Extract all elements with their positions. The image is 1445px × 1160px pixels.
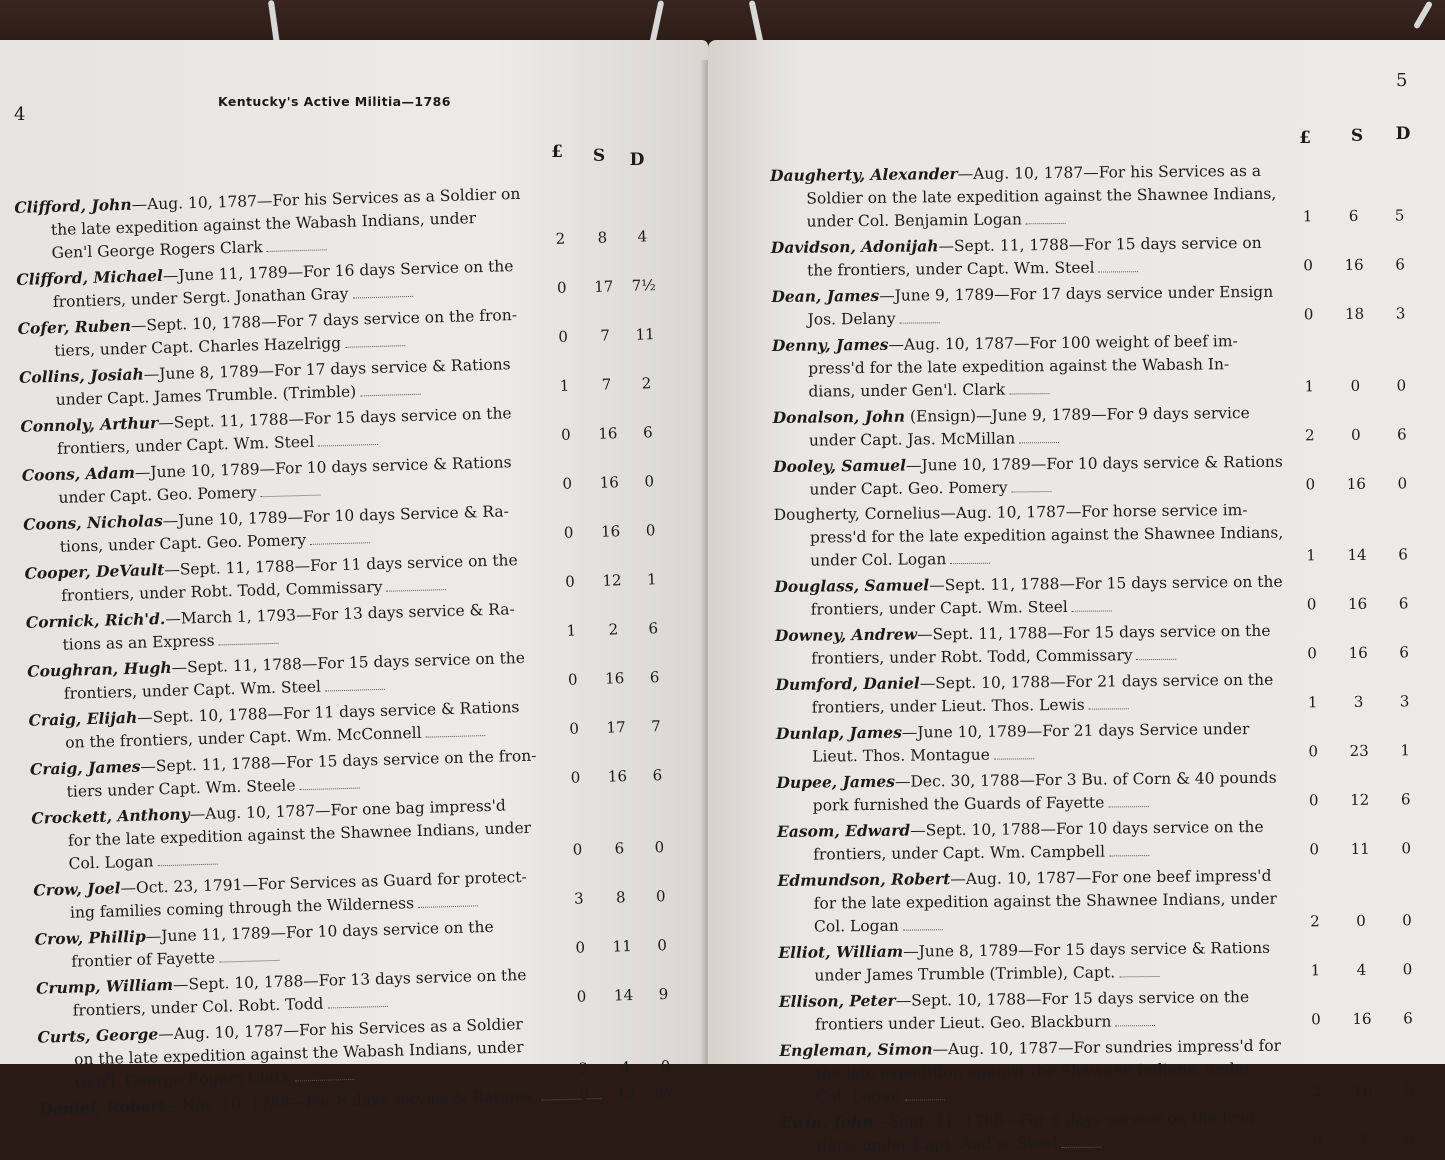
amount-pence: 6 — [1399, 643, 1410, 662]
amount-pence: 3 — [1395, 304, 1406, 323]
amount-shillings: 7 — [1358, 1130, 1369, 1149]
amount-pence: 0 — [657, 936, 668, 955]
dotted-leader — [1026, 223, 1066, 224]
amount-pounds: 0 — [579, 1085, 590, 1104]
entry-text: frontier of Fayette — [71, 948, 216, 971]
left-page — [0, 40, 708, 1119]
amount-pence: 1 — [646, 570, 657, 589]
entry-text: Gen'l. George Rogers Clark — [74, 1067, 292, 1092]
amount-shillings: 23 — [1349, 741, 1369, 760]
amount-shillings: 16 — [1348, 643, 1368, 662]
ledger-entry — [778, 985, 1413, 1037]
amount-pence: 6 — [1395, 255, 1405, 274]
dotted-leader — [158, 864, 218, 867]
dotted-leader — [310, 542, 370, 545]
ledger-entry — [31, 792, 665, 877]
dotted-leader — [903, 929, 943, 930]
amount-pounds: 1 — [566, 621, 577, 640]
entry-text: —Sept. 11, 1788—For 15 days service on — [938, 233, 1262, 256]
amount-shillings: 16 — [599, 473, 620, 492]
amount-pence: 6 — [1398, 594, 1409, 613]
entry-name: Ewin, John — [779, 1111, 874, 1132]
entry-text: under Col. Logan — [810, 550, 947, 570]
amount-pence: 0 — [644, 472, 655, 491]
entry-text: tiers, under Capt. And'w. Steel — [816, 1134, 1058, 1155]
entry-name: Crockett, Anthony — [31, 804, 190, 828]
amount-pence: 1 — [1400, 741, 1411, 760]
amount-shillings: 16 — [607, 767, 628, 786]
entry-text: —Aug. 10, 1787—For his Services as a Soldier on — [131, 184, 521, 214]
dotted-leader — [418, 905, 478, 908]
entry-name: Collins, Josiah — [18, 364, 145, 387]
dotted-leader — [360, 394, 420, 397]
amount-shillings: 6 — [1348, 206, 1359, 225]
entry-text: frontiers, under Robt. Todd, Commissary — [60, 577, 383, 605]
amount-pounds: 0 — [563, 523, 574, 542]
entry-list — [14, 181, 679, 1124]
entry-name: Clifford, Michael — [16, 265, 164, 289]
entry-text: tiers, under Capt. Charles Hazelrigg — [54, 333, 342, 360]
amount-pence: 6 — [1403, 1009, 1413, 1028]
entry-text: —June 8, 1789—For 17 days service & Rations — [143, 355, 511, 384]
dotted-leader — [261, 495, 321, 498]
amount-shillings: 8 — [615, 888, 626, 907]
entry-name: Crump, William — [35, 974, 174, 998]
dotted-leader — [1019, 442, 1059, 443]
amount-pounds: 0 — [1308, 791, 1319, 810]
amount-shillings: 16 — [1346, 474, 1367, 493]
amount-pence: 5 — [1394, 206, 1405, 225]
entry-text: —June 10, 1789—For 10 days service & Rations — [134, 453, 512, 482]
ledger-entry — [776, 766, 1411, 818]
entry-name: Cornick, Rich'd. — [25, 608, 166, 632]
entry-name: Coons, Nicholas — [22, 510, 163, 534]
entry-text: under Capt. James Trumble. (Trimble) — [55, 382, 357, 409]
entry-text: under James Trumble (Trimble), Capt. — [814, 963, 1116, 985]
entry-text: tions as an Express — [62, 631, 215, 654]
ledger-entry — [771, 280, 1406, 332]
amount-shillings: 17 — [593, 277, 614, 296]
entry-text: —June 10, 1789—For 21 days Service under — [901, 720, 1250, 742]
amount-pounds: 0 — [1311, 1010, 1321, 1029]
amount-pence: 9 — [658, 985, 669, 1004]
dotted-leader — [1137, 659, 1177, 660]
entry-text: —Aug. 10, 1787—For one beef impress'd — [950, 866, 1272, 889]
amount-pence: 0 — [1403, 1081, 1414, 1100]
amount-pounds: 1 — [1307, 693, 1318, 712]
amount-shillings: 12 — [1350, 790, 1370, 809]
dotted-leader — [345, 345, 405, 348]
entry-text: —June 8, 1789—For 15 days service & Rations — [903, 938, 1271, 961]
entry-text: —Sept. 11, 1788—For 15 days service on the — [157, 404, 512, 433]
amount-pounds: 1 — [1302, 207, 1313, 226]
entry-name: Edmundson, Robert — [777, 869, 951, 890]
amount-pounds: 0 — [575, 938, 586, 957]
entry-text: ing families coming through the Wilderness — [69, 894, 415, 922]
entry-text: Soldier on the late expedition against the Shawnee Indians, — [806, 184, 1277, 208]
amount-pence: 3 — [1399, 692, 1410, 711]
entry-text: Lieut. Thos. Montague — [812, 745, 990, 766]
dotted-leader — [426, 735, 486, 738]
dotted-leader — [1009, 393, 1049, 394]
amount-shillings: 3 — [1353, 692, 1364, 711]
entry-text: frontiers, under Capt. Wm. Steel — [63, 677, 322, 703]
entry-text: —Sept. 11, 1788—For 11 days service on the — [164, 551, 518, 579]
amount-pence: 6 — [642, 423, 653, 442]
amount-pounds: 0 — [1309, 840, 1320, 859]
amount-shillings: 8 — [597, 228, 608, 247]
entry-text: frontiers, under Robt. Todd, Commissary — [811, 646, 1133, 668]
amount-pounds: 0 — [1305, 475, 1316, 494]
ledger-entry — [777, 864, 1412, 939]
entry-name: Downey, Andrew — [774, 624, 918, 645]
amount-shillings: 6 — [614, 839, 625, 858]
entry-name: Dougherty, Cornelius — [773, 504, 941, 524]
amount-pounds: 0 — [572, 840, 583, 859]
entry-text: Col. Logan — [68, 852, 154, 873]
entry-name: Dunlap, James — [775, 722, 902, 743]
entry-text: —March 1, 1793—For 13 days service & Ra- — [165, 600, 515, 628]
amount-shillings: 11 — [1350, 839, 1370, 858]
amount-shillings: 2 — [608, 620, 619, 639]
entry-text: —Sept. 10, 1788—For 13 days service on the — [172, 966, 527, 994]
amount-shillings: 7 — [600, 326, 611, 345]
amount-pence: 11 — [635, 325, 655, 344]
amount-pence: 0 — [1396, 376, 1407, 395]
amount-pence: 6 — [1404, 1130, 1415, 1149]
entry-name: Curts, George — [37, 1024, 159, 1047]
dotted-leader — [1115, 1025, 1155, 1026]
amount-pence: 6 — [649, 668, 660, 687]
dotted-leader — [325, 689, 385, 692]
amount-pounds: 2 — [1310, 912, 1320, 931]
entry-text: —Sept. 11, 1788—For 6 days service on the fron- — [873, 1108, 1260, 1131]
amount-pounds: 0 — [1307, 644, 1318, 663]
entry-text: —Aug. 10, 1787—For his Services as a Soldier — [157, 1015, 524, 1044]
amount-shillings: 17 — [606, 718, 626, 737]
dotted-leader — [1061, 1147, 1101, 1148]
entry-name: Cofer, Ruben — [17, 315, 132, 338]
dotted-leader — [353, 296, 413, 299]
entry-name: Coons, Adam — [21, 462, 136, 485]
entry-text: press'd for the late expedition against the Shawnee Indians, — [809, 523, 1284, 547]
entry-name: Daugherty, Alexander — [770, 164, 958, 185]
amount-pence: 0 — [1397, 474, 1408, 493]
amount-shillings: 10 — [1353, 1081, 1373, 1100]
entry-text: —Aug. 10, 1787—For sundries impress'd for — [932, 1036, 1282, 1059]
column-header-pence: D — [1395, 124, 1411, 144]
ledger-entry — [770, 159, 1405, 234]
ledger-entry — [775, 668, 1410, 720]
dotted-leader — [994, 758, 1034, 759]
ledger-entry — [778, 936, 1413, 988]
entry-text: Col. Logan — [813, 916, 899, 936]
entry-text: on the frontiers, under Capt. Wm. McConnell — [65, 723, 422, 752]
dotted-leader — [318, 444, 378, 447]
dotted-leader — [1108, 806, 1148, 807]
entry-name: Davidson, Adonijah — [770, 236, 939, 257]
column-header-pounds: £ — [551, 142, 563, 162]
entry-text: —June 11, 1789—For 10 days service on the — [145, 917, 494, 946]
entry-text: —Sept. 11, 1788—For 15 days service on the — [916, 621, 1271, 644]
amount-shillings: 16 — [1344, 255, 1364, 274]
dotted-leader — [1012, 491, 1052, 492]
amount-pence: 0 — [1401, 839, 1412, 858]
entry-text: on the late expedition against the Wabash Indians, under — [73, 1038, 524, 1069]
amount-pounds: 2 — [578, 1059, 589, 1078]
column-header-pence: D — [629, 150, 645, 170]
amount-shillings: 12 — [616, 1083, 637, 1103]
entry-text: frontiers, under Capt. Wm. Campbell — [813, 842, 1106, 864]
page-number: 5 — [1396, 70, 1408, 91]
amount-shillings: 0 — [1350, 425, 1361, 444]
amount-pounds: 0 — [569, 719, 580, 738]
entry-name: Dooley, Samuel — [773, 455, 907, 476]
entry-text: under Col. Benjamin Logan — [806, 210, 1023, 231]
entry-text: —June 10, 1789—For 10 days Service & Ra- — [162, 502, 510, 530]
amount-shillings: 16 — [1352, 1009, 1372, 1028]
dotted-leader — [900, 322, 940, 323]
amount-shillings: 7 — [601, 375, 612, 394]
amount-shillings: 16 — [604, 669, 625, 688]
amount-pence: 0 — [1402, 960, 1413, 979]
entry-list — [770, 159, 1415, 1160]
amount-pounds: 1 — [559, 376, 570, 395]
amount-pounds: 2 — [555, 229, 566, 248]
ledger-entry — [774, 619, 1410, 671]
amount-shillings: 16 — [1347, 594, 1368, 613]
ledger-entry — [772, 401, 1407, 453]
entry-text: tions, under Capt. Geo. Pomery — [59, 530, 307, 556]
amount-shillings: 18 — [1344, 304, 1365, 323]
dotted-leader — [1089, 708, 1129, 709]
dotted-leader — [1099, 271, 1139, 272]
entry-name: Clifford, John — [14, 194, 132, 217]
entry-text: frontiers, under Capt. Wm. Steel — [810, 597, 1068, 619]
ledger-entry — [771, 329, 1407, 404]
amount-pounds: 3 — [573, 889, 584, 908]
entry-name: Engleman, Simon — [779, 1039, 933, 1060]
amount-shillings: 4 — [1356, 960, 1367, 979]
amount-pence: 0 — [645, 521, 656, 540]
entry-text: —Sept. 10, 1788—For 11 days service & Rations — [136, 698, 520, 727]
amount-shillings: 12 — [602, 571, 622, 590]
amount-pounds: 1 — [1310, 961, 1321, 980]
entry-name: Easom, Edward — [776, 820, 911, 841]
entry-text: —Sept. 10, 1788—For 21 days service on the — [919, 670, 1274, 693]
amount-pounds: 0 — [562, 474, 573, 493]
column-header-shillings: S — [592, 146, 606, 166]
amount-pounds: 0 — [556, 278, 567, 297]
amount-pounds: 0 — [1312, 1131, 1323, 1150]
entry-text: —Sept. 10, 1788—For 10 days service on the — [910, 817, 1264, 840]
ledger-entry — [779, 1034, 1414, 1109]
dotted-leader — [950, 563, 990, 564]
entry-text: under Capt. Geo. Pomery — [809, 478, 1008, 499]
entry-name: Crow, Joel — [33, 878, 121, 900]
entry-text: —Aug. 10, 1787—For horse service im- — [940, 501, 1248, 523]
dotted-leader — [300, 788, 360, 791]
amount-pence: 7 — [651, 717, 662, 736]
entry-text: —Oct. 23, 1791—For Services as Guard for protect- — [120, 867, 527, 898]
amount-pence: 6 — [1398, 545, 1408, 564]
entry-text: —June 9, 1789—For 17 days service under Ensign — [879, 282, 1274, 305]
entry-text: —June 10, 1789—For 10 days service & Rations — [905, 452, 1283, 475]
dotted-leader — [1072, 610, 1112, 611]
amount-pence: 0 — [1402, 911, 1412, 930]
amount-pounds: 0 — [1303, 256, 1313, 275]
ledger-entry — [773, 450, 1408, 502]
amount-pounds: 0 — [564, 572, 575, 591]
entry-name: Crow, Phillip — [34, 926, 147, 949]
amount-pence: 0 — [654, 838, 665, 857]
amount-shillings: 16 — [600, 522, 621, 541]
page-number: 4 — [14, 104, 26, 125]
amount-shillings: 14 — [613, 986, 634, 1005]
entry-text: —Sept. 10, 1788—For 7 days service on the fron- — [130, 306, 518, 335]
entry-text: frontiers under Lieut. Geo. Blackburn — [814, 1012, 1112, 1034]
entry-name: Connoly, Arthur — [20, 413, 159, 436]
amount-shillings: 14 — [1347, 545, 1367, 564]
amount-pounds: 1 — [1306, 546, 1316, 565]
ledger-entry — [773, 499, 1408, 573]
right-page — [708, 40, 1445, 1155]
entry-name: Cooper, DeVault — [24, 559, 165, 583]
entry-text: for the late expedition against the Shawnee Indians, under — [813, 889, 1278, 913]
ledger-entry — [779, 1106, 1415, 1158]
entry-text: the frontiers, under Capt. Wm. Steel — [807, 258, 1095, 280]
entry-text: Gen'l George Rogers Clark — [51, 238, 264, 262]
entry-text: the late expedition against the Wabash Indians, under — [50, 209, 477, 239]
amount-pounds: 0 — [560, 425, 571, 444]
entry-text: the late expedition against the Shawnee Indians, under — [815, 1060, 1252, 1083]
entry-text: —Nov. 10, 1788—For 8 days service & Rations, — [165, 1086, 538, 1116]
amount-pence: 6 — [648, 619, 659, 638]
entry-text: frontiers, under Col. Robt. Todd — [72, 994, 324, 1020]
amount-pounds: 0 — [576, 987, 587, 1006]
entry-name: Donalson, John — [772, 406, 906, 427]
entry-name: Ellison, Peter — [778, 990, 896, 1011]
dotted-leader — [267, 249, 327, 252]
entry-text: for the late expedition against the Shawnee Indians, under — [67, 818, 532, 850]
entry-name: Douglass, Samuel — [774, 575, 930, 596]
dotted-leader — [295, 1079, 355, 1082]
column-header-pounds: £ — [1299, 128, 1311, 148]
entry-text: frontiers, under Capt. Wm. Steel — [56, 432, 315, 458]
dotted-leader — [219, 960, 279, 963]
entry-text: Col. Logan — [815, 1086, 901, 1106]
entry-name: Dumford, Daniel — [775, 673, 920, 694]
entry-name: Coughran, Hugh — [27, 657, 172, 681]
dotted-leader — [905, 1099, 945, 1100]
dotted-leader — [219, 643, 279, 646]
entry-text: tiers under Capt. Wm. Steele — [66, 776, 296, 801]
entry-text: —Sept. 11, 1788—For 15 days service on the — [171, 648, 526, 677]
ledger-entry — [774, 570, 1409, 622]
entry-text: Jos. Delany — [807, 309, 896, 329]
amount-pounds: 0 — [558, 327, 569, 346]
entry-text: dians, under Gen'l. Clark — [808, 380, 1006, 401]
amount-pence: 6 — [1396, 425, 1407, 444]
dotted-leader — [1119, 976, 1159, 977]
column-header-shillings: S — [1350, 126, 1364, 146]
running-head: Kentucky's Active Militia—1786 — [218, 94, 451, 109]
entry-name: Craig, James — [29, 756, 141, 779]
amount-pounds: 2 — [1304, 426, 1315, 445]
ledger-entry — [14, 181, 648, 266]
entry-name: Elliot, William — [778, 941, 904, 962]
entry-name: Denny, James — [771, 334, 889, 355]
dotted-leader — [387, 589, 447, 592]
entry-name: Dean, James — [771, 285, 880, 306]
entry-text: —Aug. 10, 1787—For one bag impress'd — [189, 796, 507, 824]
ledger-entry — [775, 717, 1411, 769]
amount-pence: 0 — [655, 887, 666, 906]
amount-shillings: 16 — [598, 424, 618, 443]
amount-shillings: 0 — [1350, 376, 1361, 395]
entry-text: —Sept. 11, 1788—For 15 days service on the — [929, 572, 1283, 595]
ledger-entry — [776, 815, 1412, 867]
entry-text: —June 11, 1789—For 16 days Service on the — [162, 257, 514, 285]
entry-name: Craig, Elijah — [28, 707, 138, 730]
entry-text: —Sept. 10, 1788—For 15 days service on the — [895, 988, 1250, 1010]
amount-pounds: 1 — [1304, 377, 1315, 396]
entry-text: press'd for the late expedition against the Wabash In- — [808, 355, 1230, 378]
amount-pence: 6 — [1400, 790, 1411, 809]
dotted-leader — [328, 1006, 388, 1009]
amount-pounds: 0 — [567, 670, 578, 689]
amount-pence: 7½ — [631, 276, 657, 295]
entry-text: frontiers, under Lieut. Thos. Lewis — [811, 695, 1085, 717]
amount-pence: 9½ — [653, 1082, 679, 1102]
amount-shillings: 0 — [1356, 911, 1366, 930]
amount-pounds: 0 — [1303, 305, 1314, 324]
entry-text: (Ensign)—June 9, 1789—For 9 days service — [904, 403, 1250, 426]
entry-text: under Capt. Jas. McMillan — [808, 429, 1016, 450]
amount-pounds: 0 — [1308, 742, 1319, 761]
entry-text: —Sept. 11, 1788—For 15 days service on the fron- — [140, 746, 537, 776]
amount-pounds: 0 — [1306, 595, 1317, 614]
amount-shillings: 11 — [612, 937, 632, 956]
entry-text: —Aug. 10, 1787—For his Services as a — [957, 161, 1262, 184]
entry-text: under Capt. Geo. Pomery — [58, 483, 257, 507]
entry-text: —Aug. 10, 1787—For 100 weight of beef im- — [888, 332, 1238, 354]
amount-shillings: 4 — [620, 1058, 631, 1077]
dotted-leader — [1109, 855, 1149, 856]
entry-text: —Dec. 30, 1788—For 3 Bu. of Corn & 40 pounds — [894, 768, 1277, 791]
entry-name: Dupee, James — [776, 771, 896, 792]
ledger-entry — [770, 231, 1405, 283]
amount-pounds: 0 — [570, 768, 581, 787]
entry-text: frontiers, under Sergt. Jonathan Gray — [52, 284, 349, 311]
amount-pence: 4 — [637, 227, 648, 246]
amount-pence: 2 — [641, 374, 652, 393]
amount-pounds: 2 — [1311, 1082, 1322, 1101]
amount-pence: 0 — [660, 1057, 671, 1076]
entry-text: pork furnished the Guards of Fayette — [812, 793, 1105, 815]
entry-name: Daniel, Robert — [39, 1096, 167, 1119]
amount-pence: 6 — [652, 766, 663, 785]
